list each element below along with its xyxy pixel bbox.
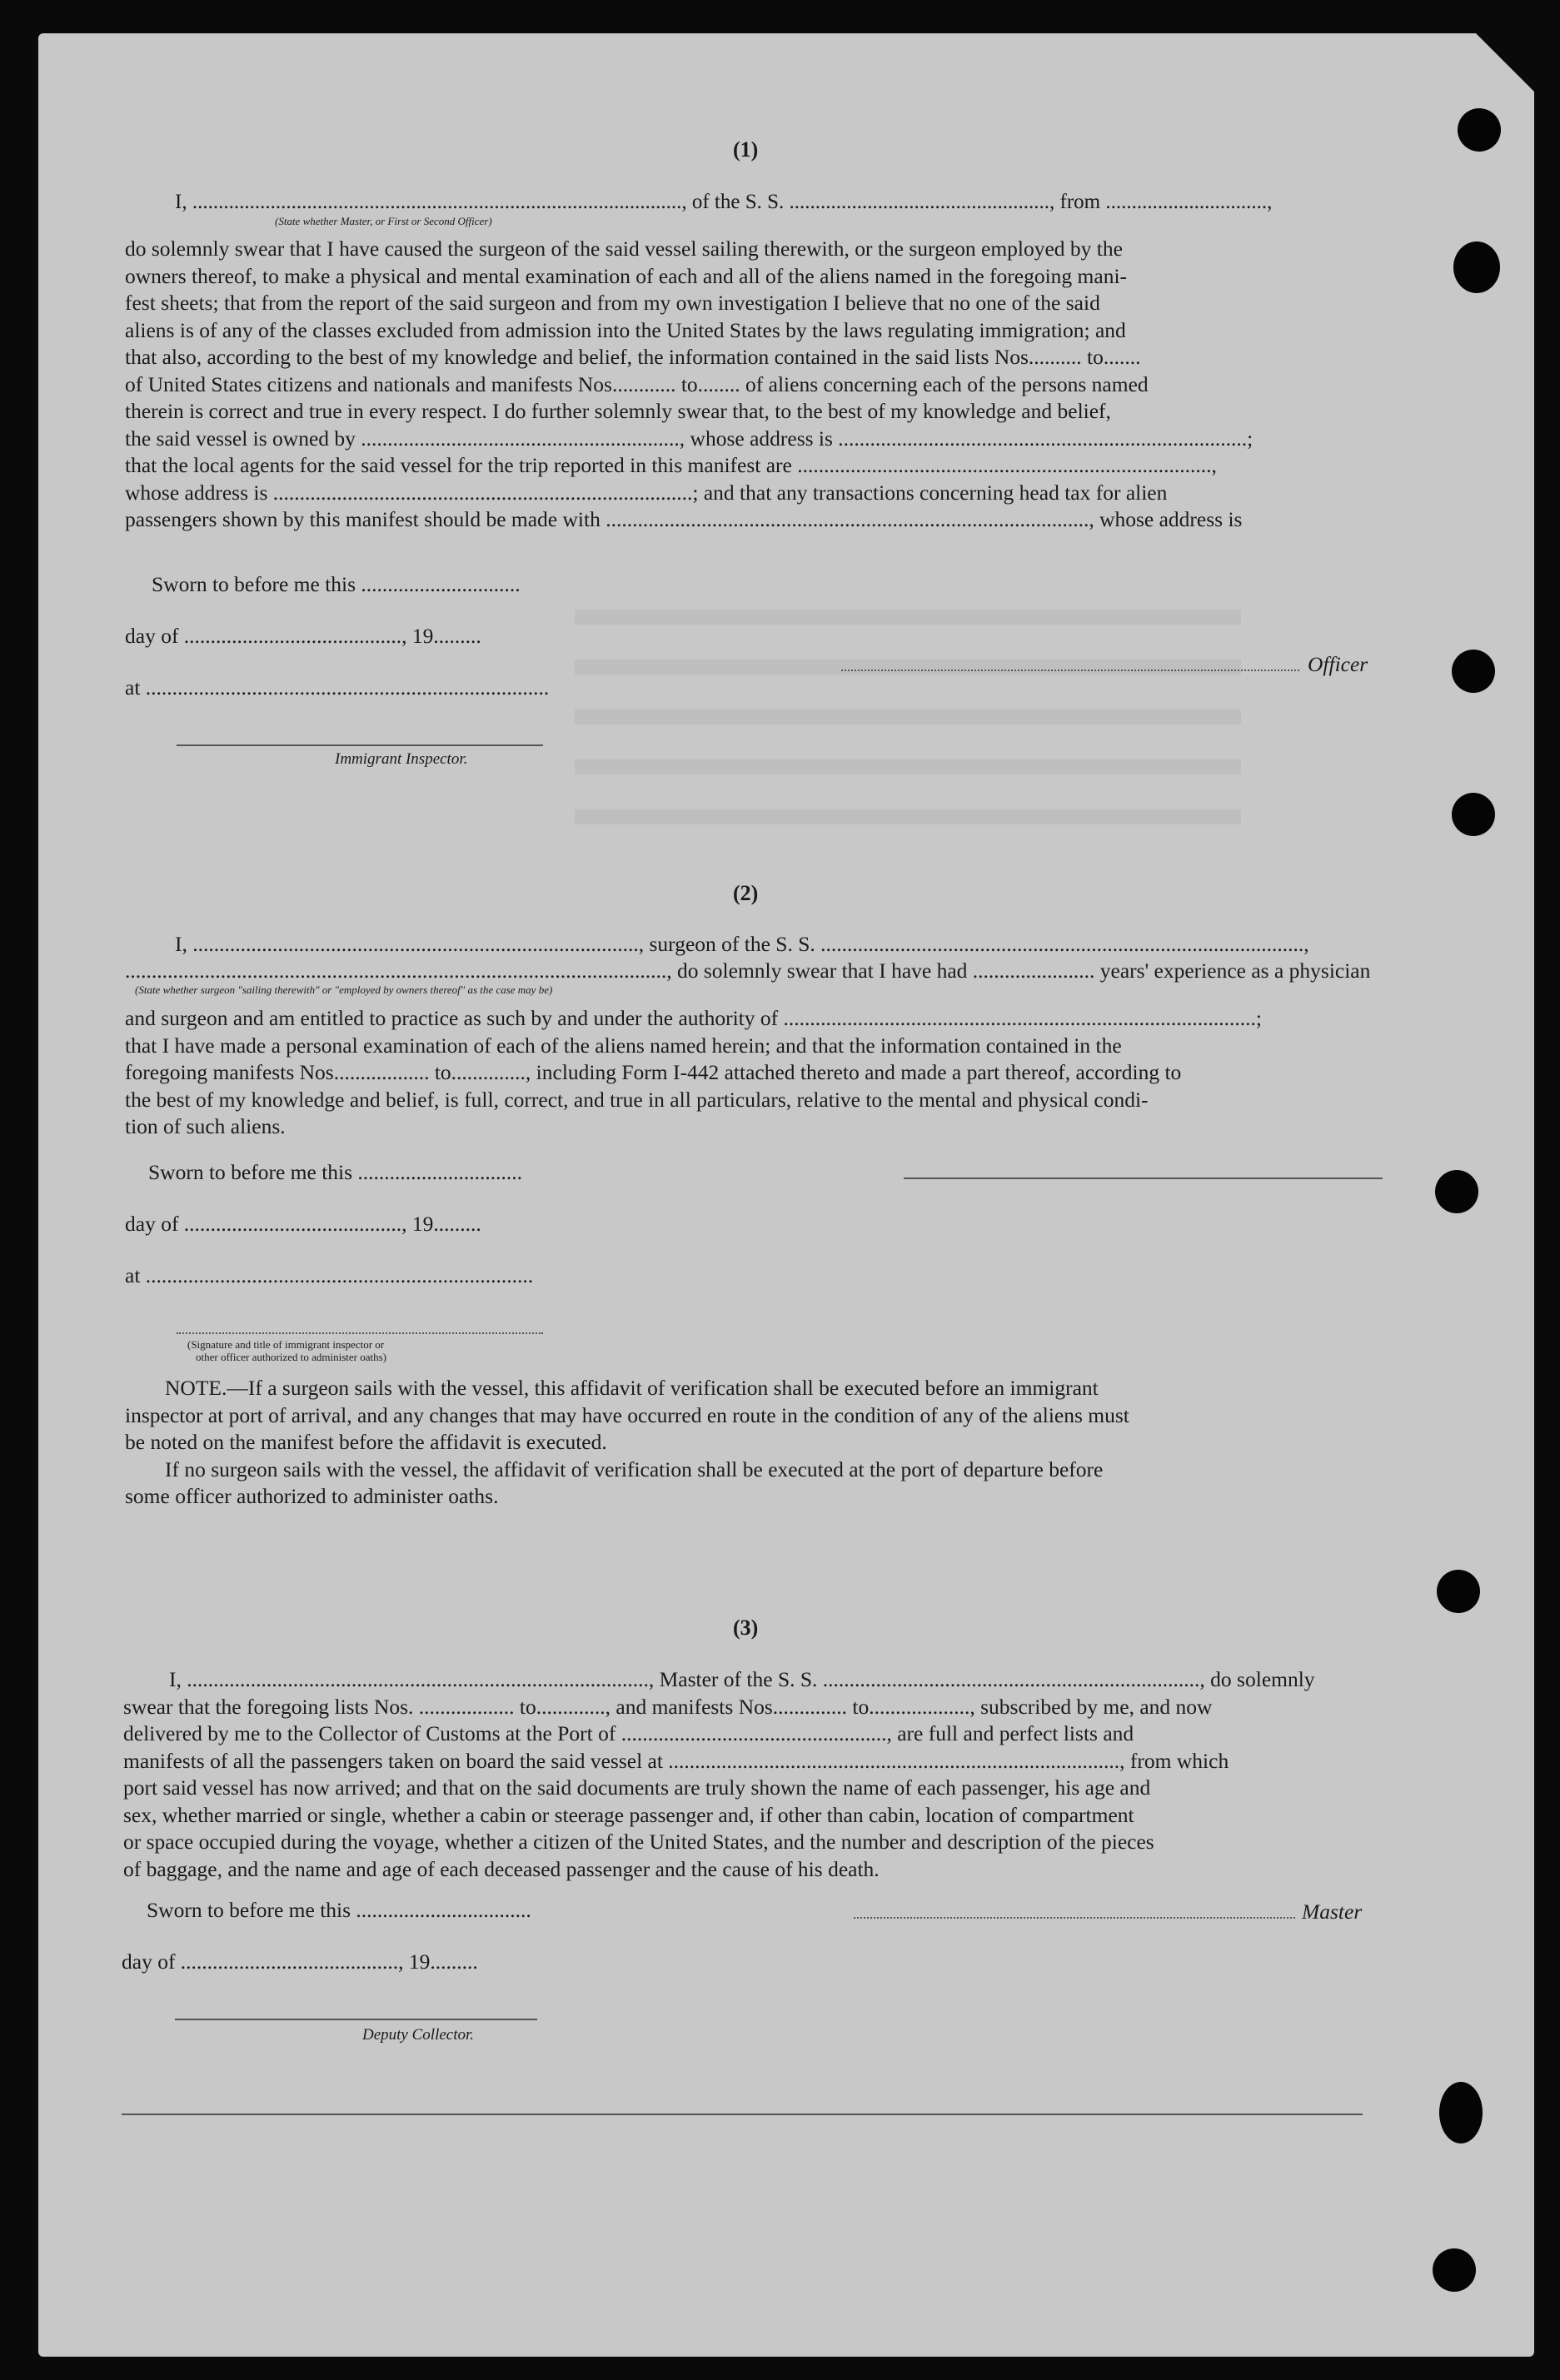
section-1-officer-label: Officer xyxy=(1308,652,1368,676)
section-2-inspector-signature-line xyxy=(177,1332,543,1334)
section-3-sworn: Sworn to before me this ................................. xyxy=(147,1898,531,1922)
note-line: inspector at port of arrival, and any changes that may have occurred en route in the condition of any of the aliens must xyxy=(125,1402,1129,1427)
section-1-officer-signature-line xyxy=(841,670,1299,671)
section-1-number: (1) xyxy=(733,137,759,162)
punch-hole xyxy=(1439,2082,1483,2143)
section-2-state-note: (State whether surgeon "sailing therewith" or "employed by owners thereof" as the case may be) xyxy=(135,983,553,996)
section-1-sworn: Sworn to before me this .............................. xyxy=(152,572,521,596)
section-2-body-line: that I have made a personal examination of each of the aliens named herein; and that the information contained in the xyxy=(125,1033,1122,1058)
section-2-line-1: I, ...................................................................................., surgeon of the S. S. ..........................................................................................., xyxy=(175,932,1309,956)
section-3-body-line: of baggage, and the name and age of each deceased passenger and the cause of his death. xyxy=(123,1856,880,1881)
section-2-body-line: the best of my knowledge and belief, is full, correct, and true in all particulars, relative to the mental and physical condi- xyxy=(125,1087,1149,1112)
section-1-body-line: do solemnly swear that I have caused the surgeon of the said vessel sailing therewith, or the surgeon employed by the xyxy=(125,237,1123,261)
section-3-body xyxy=(123,1666,1378,1883)
section-1-state-note: (State whether Master, or First or Second Officer) xyxy=(275,215,492,227)
section-2-note xyxy=(125,1375,1383,1511)
punch-hole xyxy=(1437,1570,1480,1613)
note-line: NOTE.—If a surgeon sails with the vessel, this affidavit of verification shall be executed before an immigrant xyxy=(165,1376,1099,1400)
punch-hole xyxy=(1452,650,1495,693)
note-line: If no surgeon sails with the vessel, the affidavit of verification shall be executed at the port of departure before xyxy=(165,1456,1104,1481)
section-2-day: day of ........................................., 19......... xyxy=(125,1212,481,1236)
cut-corner xyxy=(1476,33,1534,92)
section-3-body-line: sex, whether married or single, whether a cabin or steerage passenger and, if other than cabin, location of compartment xyxy=(123,1802,1134,1827)
section-1-body-line: therein is correct and true in every respect. I do further solemnly swear that, to the best of my knowledge and belief, xyxy=(125,399,1111,423)
section-3-body-line: I, ......................................................................................., Master of the S. S. ......................................................................., do solemnly xyxy=(169,1667,1315,1691)
section-1-at: at ............................................................................ xyxy=(125,675,550,700)
section-1-body xyxy=(125,236,1383,534)
bottom-rule xyxy=(122,2114,1363,2115)
section-3-body-line: port said vessel has now arrived; and that on the said documents are truly shown the name of each passenger, his age and xyxy=(123,1775,1151,1800)
section-2-signature-note-1: (Signature and title of immigrant inspector or xyxy=(187,1338,385,1351)
section-1-body-line: of United States citizens and nationals and manifests Nos............ to........ of aliens concerning each of the persons named xyxy=(125,371,1149,396)
section-2-body-line: and surgeon and am entitled to practice as such by and under the authority of .........................................................................................; xyxy=(125,1006,1262,1030)
section-3-master-label: Master xyxy=(1302,1900,1363,1924)
section-1-body-line: passengers shown by this manifest should be made with ..........................................................................................., whose address is xyxy=(125,507,1243,531)
section-1-body-line: owners thereof, to make a physical and mental examination of each and all of the aliens named in the foregoing mani- xyxy=(125,263,1128,288)
note-line: be noted on the manifest before the affidavit is executed. xyxy=(125,1430,607,1454)
punch-hole xyxy=(1453,241,1500,293)
bleed-through xyxy=(575,575,1241,824)
note-line: some officer authorized to administer oaths. xyxy=(125,1484,499,1508)
section-1-body-line: aliens is of any of the classes excluded from admission into the United States by the laws regulating immigration; and xyxy=(125,317,1126,342)
section-3-body-line: manifests of all the passengers taken on board the said vessel at ....................................................................................., from which xyxy=(123,1748,1229,1773)
section-3-collector-signature-line xyxy=(175,2019,537,2020)
section-3-day: day of ........................................., 19......... xyxy=(122,1949,478,1974)
section-2-sworn: Sworn to before me this ............................... xyxy=(148,1160,523,1184)
section-2-body-line: tion of such aliens. xyxy=(125,1114,286,1138)
section-3-body-line: swear that the foregoing lists Nos. .................. to............., and manifests Nos.............. to..................., subscribed by me, and now xyxy=(123,1694,1213,1719)
section-3-body-line: or space occupied during the voyage, whether a citizen of the United States, and the number and description of the pieces xyxy=(123,1830,1154,1854)
section-1-body-line: whose address is ...............................................................................; and that any transactions concerning head tax for alien xyxy=(125,480,1168,505)
section-1-body-line: the said vessel is owned by ............................................................, whose address is .............................................................................; xyxy=(125,426,1253,451)
section-2-at: at ......................................................................... xyxy=(125,1263,534,1287)
section-3-master-signature-line xyxy=(854,1917,1295,1919)
punch-hole xyxy=(1452,793,1495,836)
section-2-body xyxy=(125,1005,1383,1141)
section-1-body-line: that the local agents for the said vessel for the trip reported in this manifest are .............................................................................., xyxy=(125,453,1217,477)
section-1-body-line: that also, according to the best of my knowledge and belief, the information contained in the said lists Nos.......... to....... xyxy=(125,345,1141,369)
section-3-body-line: delivered by me to the Collector of Customs at the Port of .................................................., are full and perfect lists and xyxy=(123,1721,1134,1745)
section-2-line-2: ......................................................................................................, do solemnly swear that I have had ....................... years' experience as a physician xyxy=(125,958,1371,983)
section-1-inspector-label: Immigrant Inspector. xyxy=(335,750,468,768)
punch-hole xyxy=(1435,1170,1478,1213)
section-2-body-line: foregoing manifests Nos.................. to.............., including Form I-442 attached thereto and made a part thereof, according to xyxy=(125,1060,1182,1084)
section-1-day: day of ........................................., 19......... xyxy=(125,624,481,648)
section-2-signature-line xyxy=(904,1178,1383,1179)
section-3-number: (3) xyxy=(733,1616,759,1640)
section-1-body-line: fest sheets; that from the report of the said surgeon and from my own investigation I believe that no one of the said xyxy=(125,291,1100,315)
section-3-collector-label: Deputy Collector. xyxy=(362,2026,475,2044)
section-1-line-1: I, .............................................................................................., of the S. S. .................................................., from ..............................., xyxy=(175,191,1273,213)
section-2-number: (2) xyxy=(733,881,759,905)
section-2-signature-note-2: other officer authorized to administer oaths) xyxy=(196,1351,386,1363)
punch-hole xyxy=(1458,108,1501,152)
punch-hole xyxy=(1433,2248,1476,2292)
